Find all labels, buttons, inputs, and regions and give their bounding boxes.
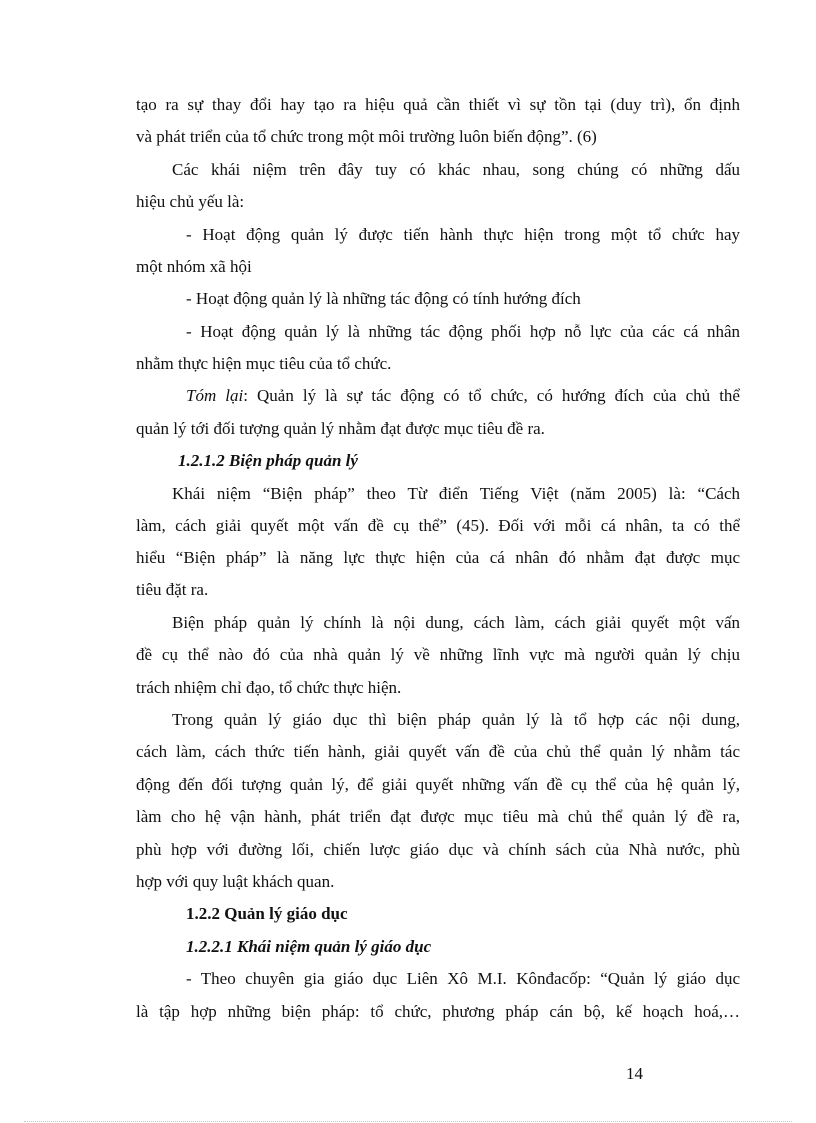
text-span: : Quản lý là sự tác động có tổ chức, có hướng đích của chủ thể bbox=[243, 386, 740, 405]
text-line: - Theo chuyên gia giáo dục Liên Xô M.I. Kônđacốp: “Quản lý giáo dục bbox=[186, 969, 740, 988]
text-line: - Hoạt động quản lý là những tác động có tính hướng đích bbox=[186, 289, 581, 308]
text-line bbox=[186, 380, 740, 412]
text-line: Trong quản lý giáo dục thì biện pháp quản lý là tổ hợp các nội dung, bbox=[172, 710, 740, 729]
text-line: - Hoạt động quản lý được tiến hành thực hiện trong một tổ chức hay bbox=[186, 225, 740, 244]
text-line: cách làm, cách thức tiến hành, giải quyết vấn đề của chủ thể quản lý nhằm tác bbox=[136, 742, 740, 761]
text-line: - Hoạt động quản lý là những tác động phối hợp nỗ lực của các cá nhân bbox=[186, 322, 740, 341]
text-line: và phát triển của tổ chức trong một môi trường luôn biến động”. (6) bbox=[136, 127, 597, 146]
text-line: hiệu chủ yếu là: bbox=[136, 192, 245, 211]
page-bottom-divider bbox=[24, 1121, 792, 1122]
text-line: tạo ra sự thay đổi hay tạo ra hiệu quả cần thiết vì sự tồn tại (duy trì), ổn định bbox=[136, 95, 740, 114]
text-line: làm cho hệ vận hành, phát triển đạt được mục tiêu mà chủ thể quản lý đề ra, bbox=[136, 807, 740, 826]
text-line: trách nhiệm chỉ đạo, tổ chức thực hiện. bbox=[136, 678, 402, 697]
text-line: hợp với quy luật khách quan. bbox=[136, 872, 335, 891]
text-line: làm, cách giải quyết một vấn đề cụ thể” (45). Đối với mỗi cá nhân, ta có thể bbox=[136, 516, 740, 535]
text-line: hiểu “Biện pháp” là năng lực thực hiện của cá nhân đó nhằm đạt được mục bbox=[136, 548, 740, 567]
text-line: động đến đối tượng quản lý, để giải quyết những vấn đề cụ thể của hệ quản lý, bbox=[136, 775, 740, 794]
page-number: 14 bbox=[626, 1064, 643, 1083]
text-line: đề cụ thể nào đó của nhà quản lý về những lĩnh vực mà người quản lý chịu bbox=[136, 645, 740, 664]
subsection-heading: 1.2.2.1 Khái niệm quản lý giáo dục bbox=[186, 937, 432, 956]
text-line: quản lý tới đối tượng quản lý nhằm đạt được mục tiêu đề ra. bbox=[136, 419, 545, 438]
text-line: tiêu đặt ra. bbox=[136, 580, 209, 599]
text-line: Biện pháp quản lý chính là nội dung, cách làm, cách giải quyết một vấn bbox=[172, 613, 740, 632]
text-line: một nhóm xã hội bbox=[136, 257, 252, 276]
text-line: Khái niệm “Biện pháp” theo Từ điển Tiếng Việt (năm 2005) là: “Cách bbox=[172, 484, 740, 503]
text-line: Các khái niệm trên đây tuy có khác nhau, song chúng có những dấu bbox=[172, 160, 740, 179]
section-heading: 1.2.1.2 Biện pháp quản lý bbox=[178, 451, 358, 470]
text-line: là tập hợp những biện pháp: tổ chức, phương pháp cán bộ, kế hoạch hoá,… bbox=[136, 1002, 740, 1021]
section-heading: 1.2.2 Quản lý giáo dục bbox=[186, 904, 348, 923]
text-line: nhằm thực hiện mục tiêu của tổ chức. bbox=[136, 354, 392, 373]
text-line: phù hợp với đường lối, chiến lược giáo dục và chính sách của Nhà nước, phù bbox=[136, 840, 740, 859]
italic-term: Tóm lại bbox=[186, 386, 244, 405]
